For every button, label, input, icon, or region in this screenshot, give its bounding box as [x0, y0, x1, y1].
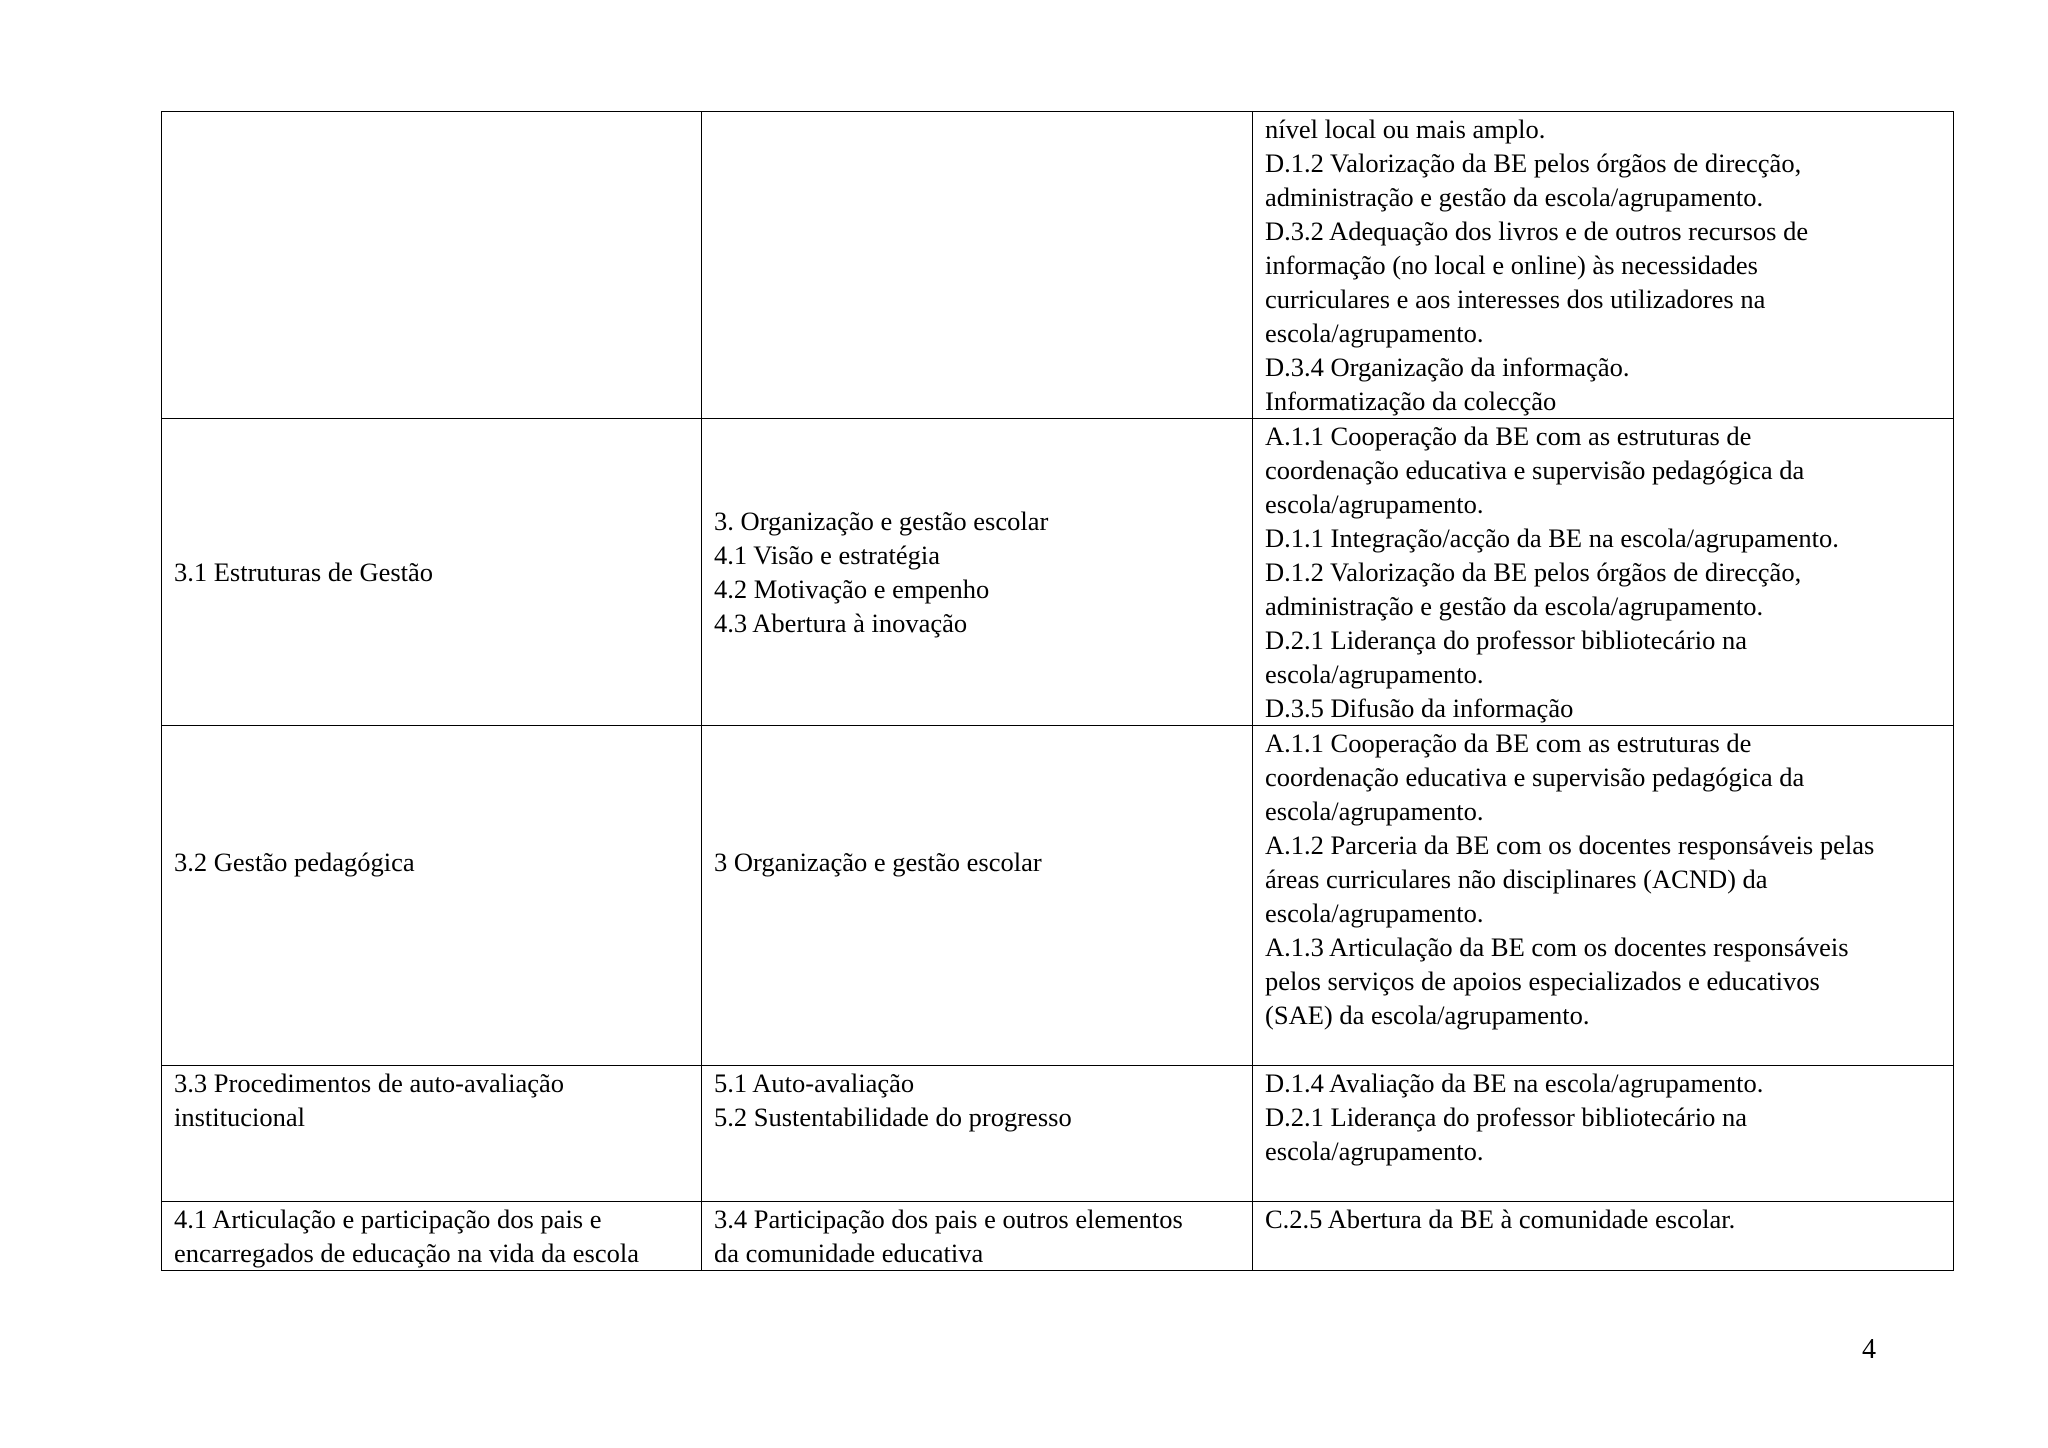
cell-line: administração e gestão da escola/agrupamento. [1265, 591, 1764, 621]
domain-cell [162, 112, 702, 419]
cell-line: escola/agrupamento. [1265, 898, 1484, 928]
cell-line: 3 Organização e gestão escolar [714, 847, 1042, 877]
reference-cell [702, 419, 1253, 726]
cell-line: Informatização da colecção [1265, 386, 1557, 416]
cell-line: 3.2 Gestão pedagógica [174, 847, 415, 877]
cell-line: áreas curriculares não disciplinares (ACND) da [1265, 864, 1768, 894]
cell-line: A.1.1 Cooperação da BE com as estruturas de [1265, 728, 1752, 758]
table-row [162, 726, 1954, 1066]
cell-line: C.2.5 Abertura da BE à comunidade escolar. [1265, 1204, 1736, 1234]
cell-line: escola/agrupamento. [1265, 1136, 1484, 1166]
indicators-cell [1253, 1066, 1954, 1202]
cell-line: D.1.2 Valorização da BE pelos órgãos de direcção, [1265, 557, 1802, 587]
reference-cell [702, 1066, 1253, 1202]
criteria-table [161, 111, 1954, 1271]
domain-cell [162, 419, 702, 726]
cell-line: D.3.2 Adequação dos livros e de outros recursos de [1265, 216, 1809, 246]
cell-line: (SAE) da escola/agrupamento. [1265, 1000, 1590, 1030]
cell-line: coordenação educativa e supervisão pedagógica da [1265, 455, 1805, 485]
cell-line: A.1.3 Articulação da BE com os docentes responsáveis [1265, 932, 1849, 962]
domain-cell [162, 1202, 702, 1271]
reference-cell [702, 726, 1253, 1066]
cell-line: escola/agrupamento. [1265, 659, 1484, 689]
cell-line: coordenação educativa e supervisão pedagógica da [1265, 762, 1805, 792]
indicators-cell [1253, 726, 1954, 1066]
cell-line: 3.4 Participação dos pais e outros elementos [714, 1204, 1183, 1234]
domain-cell [162, 726, 702, 1066]
cell-line: D.1.4 Avaliação da BE na escola/agrupamento. [1265, 1068, 1764, 1098]
cell-line: 5.2 Sustentabilidade do progresso [714, 1102, 1072, 1132]
cell-line: encarregados de educação na vida da escola [174, 1238, 639, 1268]
cell-line: 4.1 Articulação e participação dos pais e [174, 1204, 602, 1234]
cell-line: 3. Organização e gestão escolar [714, 506, 1049, 536]
table-row [162, 1066, 1954, 1202]
cell-line: 5.1 Auto-avaliação [714, 1068, 915, 1098]
cell-line: escola/agrupamento. [1265, 489, 1484, 519]
cell-line: informação (no local e online) às necessidades [1265, 250, 1758, 280]
cell-line: escola/agrupamento. [1265, 318, 1484, 348]
cell-line: administração e gestão da escola/agrupamento. [1265, 182, 1764, 212]
cell-line: 4.3 Abertura à inovação [714, 608, 968, 638]
cell-line: pelos serviços de apoios especializados e educativos [1265, 966, 1820, 996]
cell-line: 3.1 Estruturas de Gestão [174, 557, 434, 587]
table-row [162, 1202, 1954, 1271]
cell-line: 3.3 Procedimentos de auto-avaliação [174, 1068, 564, 1098]
domain-cell [162, 1066, 702, 1202]
cell-line: D.1.1 Integração/acção da BE na escola/agrupamento. [1265, 523, 1839, 553]
cell-line: 4.1 Visão e estratégia [714, 540, 941, 570]
indicators-cell [1253, 419, 1954, 726]
cell-line: nível local ou mais amplo. [1265, 114, 1546, 144]
indicators-cell [1253, 112, 1954, 419]
indicators-cell [1253, 1202, 1954, 1271]
cell-line: D.2.1 Liderança do professor bibliotecário na [1265, 625, 1747, 655]
cell-line: D.1.2 Valorização da BE pelos órgãos de direcção, [1265, 148, 1802, 178]
cell-line: D.3.5 Difusão da informação [1265, 693, 1574, 723]
cell-line: escola/agrupamento. [1265, 796, 1484, 826]
table-row [162, 112, 1954, 419]
cell-line: A.1.2 Parceria da BE com os docentes responsáveis pelas [1265, 830, 1875, 860]
page-number: 4 [1862, 1334, 1876, 1365]
table-row [162, 419, 1954, 726]
cell-line: 4.2 Motivação e empenho [714, 574, 990, 604]
cell-line: institucional [174, 1102, 306, 1132]
reference-cell [702, 112, 1253, 419]
cell-line: D.3.4 Organização da informação. [1265, 352, 1630, 382]
cell-line: curriculares e aos interesses dos utilizadores na [1265, 284, 1766, 314]
reference-cell [702, 1202, 1253, 1271]
cell-line: A.1.1 Cooperação da BE com as estruturas de [1265, 421, 1752, 451]
cell-line: da comunidade educativa [714, 1238, 984, 1268]
cell-line: D.2.1 Liderança do professor bibliotecário na [1265, 1102, 1747, 1132]
